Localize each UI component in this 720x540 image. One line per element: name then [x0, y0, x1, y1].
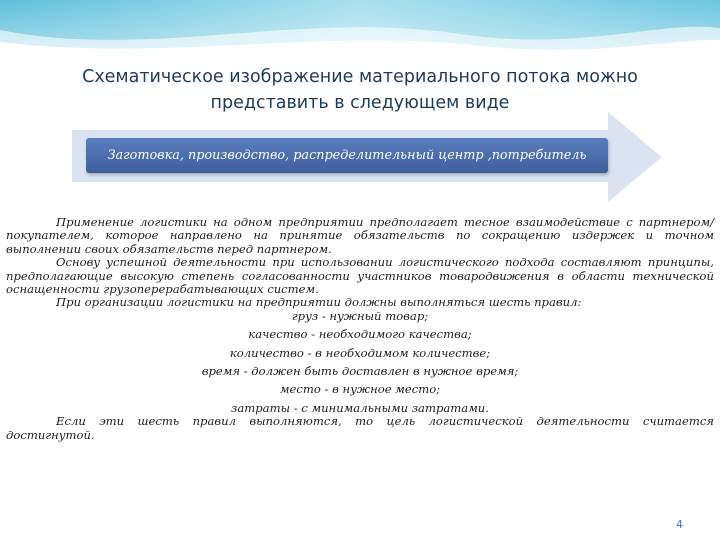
rule-quality: качество - необходимого качества; — [248, 327, 472, 342]
rule-time: время - должен быть доставлен в нужное время; — [201, 364, 519, 379]
top-wave-decoration — [0, 0, 720, 60]
title-line-1: Схематическое изображение материального потока можно — [82, 67, 638, 87]
paragraph-2: Основу успешной деятельности при использовании логистического подхода составляют принципы, предполагающие высокую степень согласованности участников товародвижения в области технической оснащенности грузоперерабатывающих систем. — [6, 255, 714, 297]
page-number: 4 — [676, 518, 683, 531]
title-line-2: представить в следующем виде — [210, 93, 510, 113]
paragraph-3: При организации логистики на предприятии должны выполняться шесть правил: — [56, 295, 582, 310]
conclusion-paragraph: Если эти шесть правил выполняются, то цель логистической деятельности считается достигнутой. — [6, 414, 714, 442]
material-flow-box: Заготовка, производство, распределительный центр ,потребитель — [86, 138, 608, 173]
rule-costs: затраты - с минимальными затратами. — [231, 400, 489, 415]
six-rules-list — [6, 310, 714, 415]
slide-title — [30, 64, 690, 116]
rule-quantity: количество - в необходимом количестве; — [229, 345, 491, 360]
rule-cargo: груз - нужный товар; — [291, 308, 429, 323]
paragraph-1: Применение логистики на одном предприятии предполагает тесное взаимодействие с партнером/покупателем, которое направлено на принятие обязательств по сокращению издержек и точном выполнении своих обязательств перед партнером. — [6, 215, 714, 256]
body-text — [6, 216, 714, 442]
rule-place: место - в нужное место; — [279, 382, 441, 397]
